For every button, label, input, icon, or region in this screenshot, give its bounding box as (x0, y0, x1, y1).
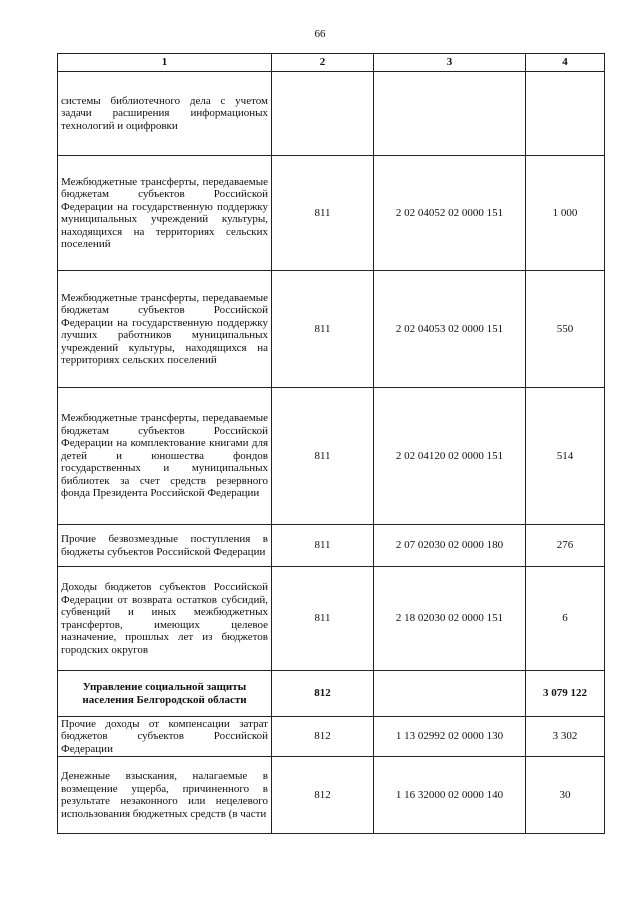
row-code-cell: 812 (272, 717, 374, 757)
row-code-cell (272, 72, 374, 156)
row-kbk-cell (374, 671, 526, 717)
table-row (58, 72, 605, 156)
table-row (58, 717, 605, 757)
row-amount-cell: 3 302 (526, 717, 605, 757)
row-amount-cell: 3 079 122 (526, 671, 605, 717)
row-kbk-cell: 2 07 02030 02 0000 180 (374, 525, 526, 567)
table-row (58, 525, 605, 567)
table-row (58, 671, 605, 717)
row-code-cell: 811 (272, 567, 374, 671)
row-kbk-cell: 1 16 32000 02 0000 140 (374, 757, 526, 834)
column-header: 3 (374, 54, 526, 72)
row-name-cell: Денежные взыскания, налагаемые в возмещение ущерба, причиненного в результате незаконного или нецелевого использования бюджетных средств (в части (58, 757, 272, 834)
row-name-cell: Доходы бюджетов субъектов Российской Федерации от возврата остатков субсидий, субвенций и иных межбюджетных трансфертов, имеющих целевое назначение, прошлых лет из бюджетов городских округов (58, 567, 272, 671)
row-amount-cell: 30 (526, 757, 605, 834)
row-name-cell: Межбюджетные трансферты, передаваемые бюджетам субъектов Российской Федерации на государственную поддержку лучших работников муниципальных учреждений культуры, находящихся на территориях сельских поселений (58, 271, 272, 388)
row-code-cell: 811 (272, 156, 374, 271)
row-amount-cell: 550 (526, 271, 605, 388)
row-code-cell: 811 (272, 271, 374, 388)
table-row (58, 271, 605, 388)
row-code-cell: 811 (272, 525, 374, 567)
row-amount-cell: 1 000 (526, 156, 605, 271)
row-name-cell: Прочие доходы от компенсации затрат бюджетов субъектов Российской Федерации (58, 717, 272, 757)
row-code-cell: 812 (272, 757, 374, 834)
table-row (58, 757, 605, 834)
row-name-cell: Управление социальной защиты населения Белгородской области (58, 671, 272, 717)
row-name-cell: системы библиотечного дела с учетом задачи расширения информационых технологий и оцифровки (58, 72, 272, 156)
column-header: 2 (272, 54, 374, 72)
row-name-cell: Межбюджетные трансферты, передаваемые бюджетам субъектов Российской Федерации на комплектование книгами для детей и юношества фондов государственных и муниципальных библиотек за счет средств резервного фонда Президента Российской Федерации (58, 388, 272, 525)
column-header: 1 (58, 54, 272, 72)
table-row (58, 567, 605, 671)
row-name-cell: Прочие безвозмездные поступления в бюджеты субъектов Российской Федерации (58, 525, 272, 567)
row-kbk-cell: 2 02 04053 02 0000 151 (374, 271, 526, 388)
revenue-table (57, 53, 605, 834)
row-kbk-cell: 2 02 04052 02 0000 151 (374, 156, 526, 271)
column-header: 4 (526, 54, 605, 72)
row-kbk-cell: 2 02 04120 02 0000 151 (374, 388, 526, 525)
table-row (58, 156, 605, 271)
row-code-cell: 812 (272, 671, 374, 717)
row-kbk-cell: 1 13 02992 02 0000 130 (374, 717, 526, 757)
row-amount-cell (526, 72, 605, 156)
row-name-cell: Межбюджетные трансферты, передаваемые бюджетам субъектов Российской Федерации на государственную поддержку муниципальных учреждений культуры, находящихся на территориях сельских поселений (58, 156, 272, 271)
row-kbk-cell: 2 18 02030 02 0000 151 (374, 567, 526, 671)
row-code-cell: 811 (272, 388, 374, 525)
table-row (58, 388, 605, 525)
row-amount-cell: 6 (526, 567, 605, 671)
row-amount-cell: 276 (526, 525, 605, 567)
row-amount-cell: 514 (526, 388, 605, 525)
row-kbk-cell (374, 72, 526, 156)
page-number: 66 (314, 28, 326, 40)
table-header-row (58, 54, 605, 72)
table-body (58, 72, 605, 834)
